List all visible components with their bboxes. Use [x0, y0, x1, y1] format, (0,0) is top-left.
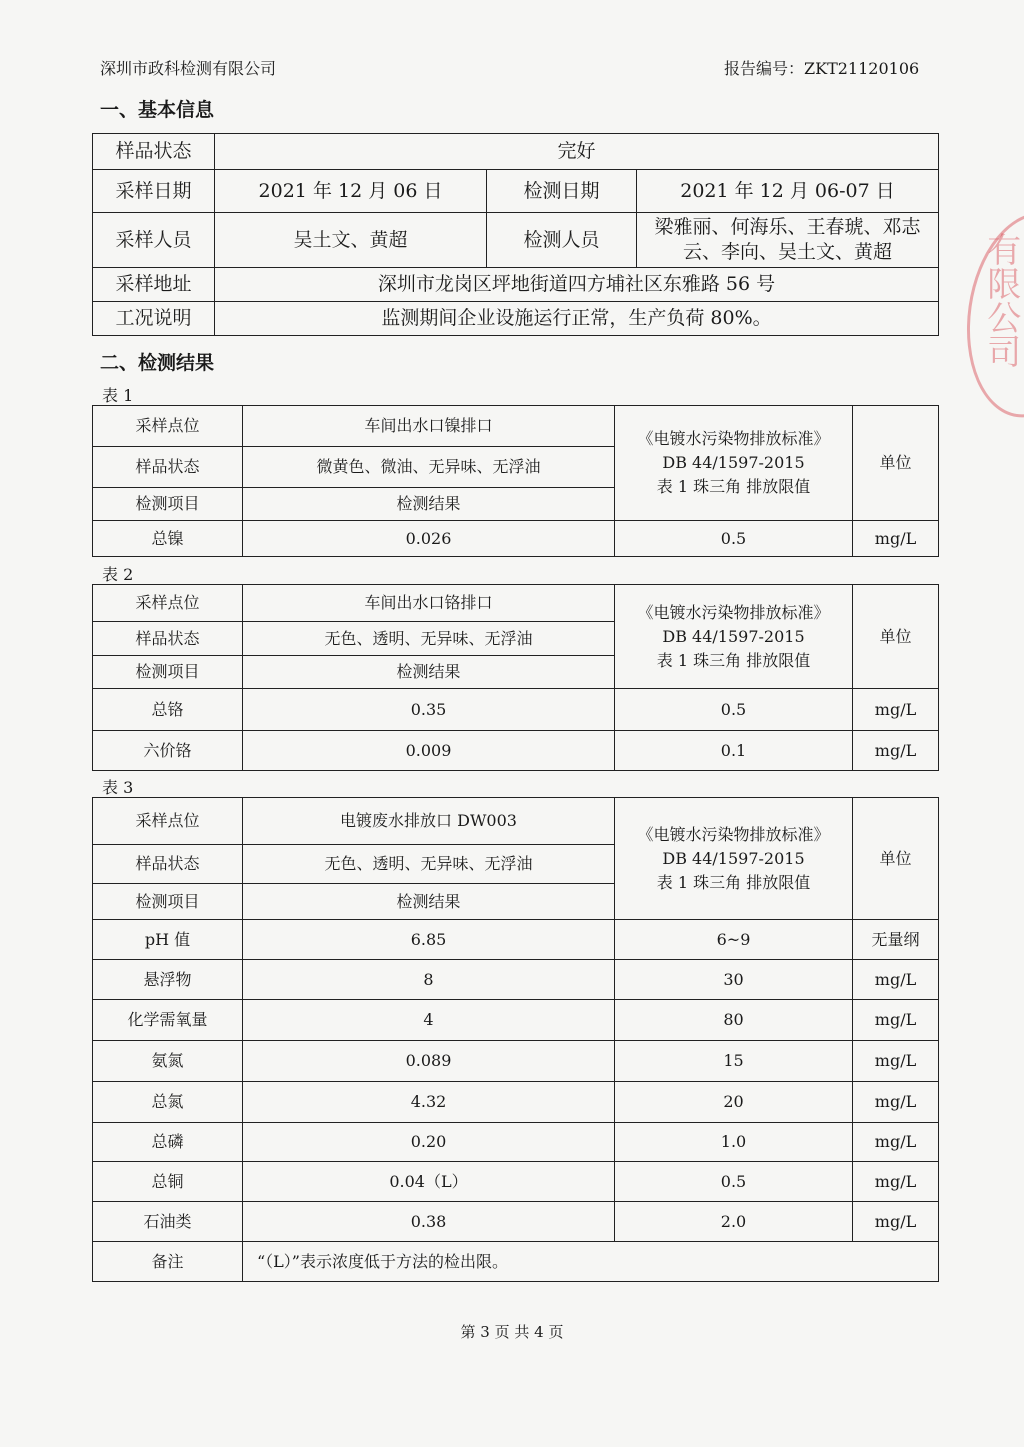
- t2-point-label: 采样点位: [93, 585, 243, 622]
- limit-cell: 1.0: [615, 1123, 853, 1162]
- t1-standard: [615, 406, 853, 521]
- t3-standard-line1: 《电镀水污染物排放标准》: [637, 824, 830, 844]
- t2-standard-line3: 表 1 珠三角 排放限值: [656, 650, 811, 670]
- unit-cell: mg/L: [853, 521, 939, 557]
- item-cell: pH 值: [93, 920, 243, 960]
- limit-cell: 6~9: [615, 920, 853, 960]
- section-basic-info-title: 一、基本信息: [100, 99, 215, 121]
- table-row: [93, 1041, 939, 1082]
- result-cell: 6.85: [243, 920, 615, 960]
- t2-item-label: 检测项目: [93, 656, 243, 689]
- limit-cell: 30: [615, 960, 853, 1000]
- t3-standard-line3: 表 1 珠三角 排放限值: [656, 872, 811, 892]
- label-test-date: 检测日期: [487, 170, 637, 213]
- t1-result-label: 检测结果: [243, 488, 615, 521]
- limit-cell: 80: [615, 1000, 853, 1041]
- item-cell: 总磷: [93, 1123, 243, 1162]
- table-row: [93, 1082, 939, 1123]
- limit-cell: 2.0: [615, 1202, 853, 1242]
- limit-cell: 0.5: [615, 1162, 853, 1202]
- page-number: 第 3 页 共 4 页: [460, 1323, 564, 1341]
- table-row: [93, 1202, 939, 1242]
- t3-item-label: 检测项目: [93, 884, 243, 920]
- table-row: [93, 731, 939, 771]
- table1-label: 表 1: [102, 386, 134, 405]
- unit-cell: mg/L: [853, 1162, 939, 1202]
- t3-standard: [615, 798, 853, 920]
- t2-result-label: 检测结果: [243, 656, 615, 689]
- unit-cell: mg/L: [853, 1123, 939, 1162]
- value-testers: 梁雅丽、何海乐、王春琥、邓志云、李向、吴土文、黄超: [637, 213, 939, 268]
- t1-standard-line3: 表 1 珠三角 排放限值: [656, 477, 811, 496]
- t3-point-value: 电镀废水排放口 DW003: [243, 798, 615, 845]
- table-row: [93, 1162, 939, 1202]
- t2-standard: [615, 585, 853, 689]
- t1-standard-line2: DB 44/1597-2015: [662, 453, 805, 472]
- table-row: [93, 960, 939, 1000]
- t2-standard-line2: DB 44/1597-2015: [662, 626, 805, 646]
- result-cell: 0.04（L）: [243, 1162, 615, 1202]
- t1-state-value: 微黄色、微油、无异味、无浮油: [243, 447, 615, 488]
- label-sample-state: 样品状态: [93, 134, 215, 170]
- t1-point-value: 车间出水口镍排口: [243, 406, 615, 447]
- result-cell: 8: [243, 960, 615, 1000]
- table3-label: 表 3: [102, 778, 134, 797]
- seal-text: 有限公司: [980, 232, 1021, 368]
- label-sampling-date: 采样日期: [93, 170, 215, 213]
- item-cell: 总铬: [93, 689, 243, 731]
- value-sample-state: 完好: [215, 134, 939, 170]
- label-testers: 检测人员: [487, 213, 637, 268]
- result-cell: 0.38: [243, 1202, 615, 1242]
- report-number: 报告编号：ZKT21120106: [724, 59, 920, 78]
- t3-result-label: 检测结果: [243, 884, 615, 920]
- t1-point-label: 采样点位: [93, 406, 243, 447]
- table2-label: 表 2: [102, 565, 134, 584]
- result-cell: 0.009: [243, 731, 615, 771]
- item-cell: 石油类: [93, 1202, 243, 1242]
- table1: [92, 405, 939, 557]
- t3-state-label: 样品状态: [93, 845, 243, 884]
- unit-cell: mg/L: [853, 1041, 939, 1082]
- unit-cell: mg/L: [853, 1202, 939, 1242]
- label-samplers: 采样人员: [93, 213, 215, 268]
- note-label: 备注: [93, 1242, 243, 1282]
- item-cell: 六价铬: [93, 731, 243, 771]
- t3-point-label: 采样点位: [93, 798, 243, 845]
- t2-state-value: 无色、透明、无异味、无浮油: [243, 622, 615, 656]
- value-address: 深圳市龙岗区坪地街道四方埔社区东雅路 56 号: [215, 268, 939, 302]
- result-cell: 0.089: [243, 1041, 615, 1082]
- basic-info-table: [92, 133, 939, 336]
- item-cell: 悬浮物: [93, 960, 243, 1000]
- table-row: [93, 689, 939, 731]
- value-condition: 监测期间企业设施运行正常，生产负荷 80%。: [215, 302, 939, 336]
- item-cell: 氨氮: [93, 1041, 243, 1082]
- result-cell: 4: [243, 1000, 615, 1041]
- company-name: 深圳市政科检测有限公司: [100, 59, 277, 78]
- t3-unit-label: 单位: [853, 798, 939, 920]
- t3-standard-line2: DB 44/1597-2015: [662, 848, 805, 868]
- limit-cell: 15: [615, 1041, 853, 1082]
- result-cell: 0.35: [243, 689, 615, 731]
- unit-cell: 无量纲: [853, 920, 939, 960]
- item-cell: 总镍: [93, 521, 243, 557]
- t2-unit-label: 单位: [853, 585, 939, 689]
- item-cell: 总氮: [93, 1082, 243, 1123]
- table-row: [93, 1123, 939, 1162]
- limit-cell: 0.5: [615, 689, 853, 731]
- t2-standard-line1: 《电镀水污染物排放标准》: [637, 602, 830, 622]
- unit-cell: mg/L: [853, 1000, 939, 1041]
- result-cell: 0.026: [243, 521, 615, 557]
- note-text: “（L）”表示浓度低于方法的检出限。: [243, 1242, 939, 1282]
- table2: [92, 584, 939, 771]
- value-samplers: 吴土文、黄超: [215, 213, 487, 268]
- section-results-title: 二、检测结果: [100, 352, 215, 374]
- unit-cell: mg/L: [853, 960, 939, 1000]
- limit-cell: 0.5: [615, 521, 853, 557]
- unit-cell: mg/L: [853, 1082, 939, 1123]
- table3: [92, 797, 939, 1282]
- value-sampling-date: 2021 年 12 月 06 日: [215, 170, 487, 213]
- unit-cell: mg/L: [853, 731, 939, 771]
- t2-state-label: 样品状态: [93, 622, 243, 656]
- t1-standard-line1: 《电镀水污染物排放标准》: [637, 429, 830, 448]
- t1-unit-label: 单位: [853, 406, 939, 521]
- label-address: 采样地址: [93, 268, 215, 302]
- item-cell: 总铜: [93, 1162, 243, 1202]
- value-test-date: 2021 年 12 月 06-07 日: [637, 170, 939, 213]
- table-row: [93, 1000, 939, 1041]
- item-cell: 化学需氧量: [93, 1000, 243, 1041]
- result-cell: 4.32: [243, 1082, 615, 1123]
- t2-point-value: 车间出水口铬排口: [243, 585, 615, 622]
- t3-state-value: 无色、透明、无异味、无浮油: [243, 845, 615, 884]
- limit-cell: 20: [615, 1082, 853, 1123]
- result-cell: 0.20: [243, 1123, 615, 1162]
- limit-cell: 0.1: [615, 731, 853, 771]
- t1-item-label: 检测项目: [93, 488, 243, 521]
- table-row: [93, 920, 939, 960]
- t1-state-label: 样品状态: [93, 447, 243, 488]
- table-row: [93, 521, 939, 557]
- unit-cell: mg/L: [853, 689, 939, 731]
- label-condition: 工况说明: [93, 302, 215, 336]
